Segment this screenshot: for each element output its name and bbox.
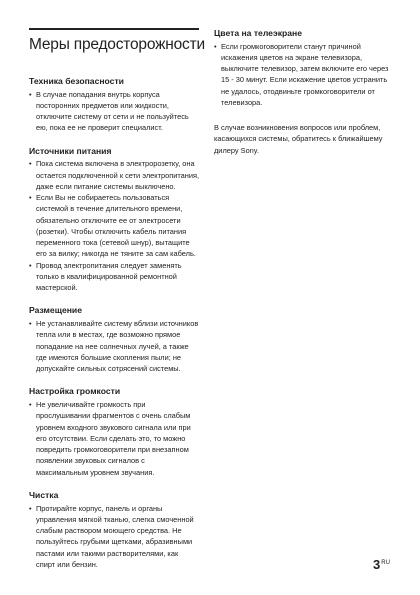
bullet-item [29, 158, 199, 192]
bullet-icon: • [29, 260, 32, 270]
page-number-value: 3 [373, 557, 381, 572]
section-power-sources [29, 146, 199, 294]
bullet-icon: • [214, 41, 217, 51]
section-volume [29, 386, 199, 477]
bullet-text: Если громкоговорители станут причиной искажения цветов на экране телевизора, выключите телевизор, затем включите его через 15 - 30 минут. Если искажение цветов устранить не удалось, отодвиньте громкоговорители от телевизора. [221, 41, 389, 107]
bullet-icon: • [29, 89, 32, 99]
bullet-item [214, 41, 394, 109]
section-tv-colors [214, 28, 394, 108]
bullet-icon: • [29, 193, 32, 203]
section-heading: Цвета на телеэкране [214, 28, 303, 38]
section-heading: Чистка [29, 489, 59, 500]
right-column [214, 28, 394, 156]
bullet-list [29, 503, 199, 571]
bullet-item [29, 89, 199, 134]
closing-paragraph: В случае возникновения вопросов или проблем, касающихся системы, обратитесь к ближайшему дилеру Sony. [214, 123, 383, 155]
bullet-list [29, 158, 199, 293]
bullet-item [29, 260, 199, 294]
bullet-item [29, 318, 199, 374]
bullet-item [29, 399, 199, 478]
section-placement [29, 305, 199, 374]
bullet-item [29, 503, 199, 571]
bullet-text: Не устанавливайте систему вблизи источников тепла или в местах, где возможно прямое попадание на нее солнечных лучей, а также где имеются большие скопления пыли; не допускайте сильных сотрясений системы. [36, 319, 199, 374]
bullet-icon: • [29, 319, 32, 329]
section-heading: Источники питания [29, 145, 112, 156]
bullet-text: В случае попадания внутрь корпуса посторонних предметов или жидкости, отключите систему от сети и не пользуйтесь ею, пока ее не проверит специалист. [36, 89, 189, 133]
section-heading: Настройка громкости [29, 386, 121, 397]
bullet-text: Провод электропитания следует заменять только в квалифицированной ремонтной мастерской. [36, 260, 182, 293]
title-rule [29, 28, 199, 30]
section-heading: Размещение [29, 305, 82, 316]
bullet-text: Если Вы не собираетесь пользоваться системой в течение длительного времени, обязательно отключите ее от электросети (розетки). Чтобы отключить кабель питания переменного тока (сетевой шнур), вытащите его за вилку; никогда не тяните за сам кабель. [36, 193, 196, 259]
bullet-list [29, 318, 199, 374]
bullet-text: Протирайте корпус, панель и органы управления мягкой тканью, слегка смоченной слабым раствором моющего средства. Не пользуйтесь грубыми щетками, абразивными пастами или такими растворителями, как спирт или бензин. [36, 503, 194, 569]
page-title: Меры предосторожности [29, 36, 205, 53]
section-safety [29, 76, 199, 134]
page-number [373, 557, 390, 572]
bullet-icon: • [29, 400, 32, 410]
bullet-list [29, 399, 199, 478]
bullet-item [29, 192, 199, 260]
page-language-code: RU [381, 559, 390, 566]
section-cleaning [29, 490, 199, 570]
left-column [29, 28, 205, 582]
bullet-text: Пока система включена в электророзетку, она остается подключенной к сети электропитания, даже если питание системы выключено. [36, 159, 199, 191]
bullet-icon: • [29, 503, 32, 513]
bullet-icon: • [29, 159, 32, 169]
bullet-text: Не увеличивайте громкость при прослушивании фрагментов с очень слабым уровнем входного звукового сигнала или при его отсутствии. Если сделать это, то можно повредить громкоговорители при внезапном появлении звуковых сигналов с максимальным уровнем звучания. [36, 400, 191, 477]
bullet-list [214, 41, 394, 109]
section-heading: Техника безопасности [29, 76, 124, 86]
bullet-list [29, 89, 199, 134]
